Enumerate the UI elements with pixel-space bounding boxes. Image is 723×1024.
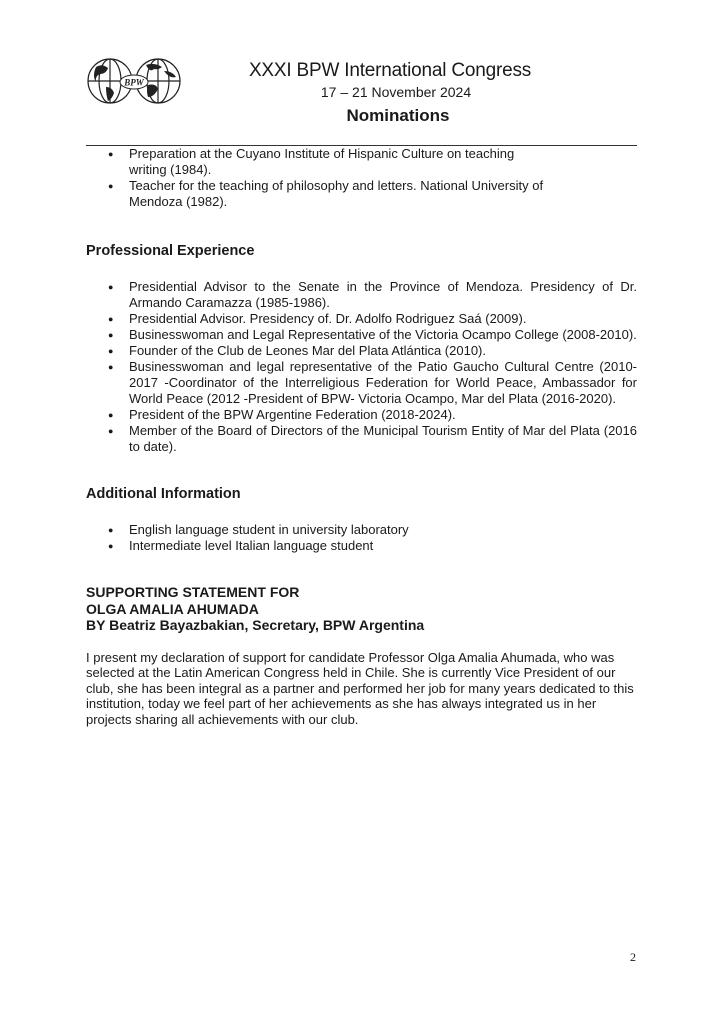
supporting-statement-heading xyxy=(86,584,637,634)
logo-text: BPW xyxy=(124,77,144,88)
list-item: ● English language student in university laboratory xyxy=(86,522,637,538)
list-item: ● Presidential Advisor to the Senate in the Province of Mendoza. Presidency of Dr. Armando Caramazza (1985-1986). xyxy=(86,279,637,311)
bpw-globe-logo xyxy=(86,55,182,107)
list-item: ● President of the BPW Argentine Federation (2018-2024). xyxy=(86,407,637,423)
list-item: ● Preparation at the Cuyano Institute of Hispanic Culture on teaching writing (1984). xyxy=(86,146,637,178)
page-number: 2 xyxy=(630,950,636,964)
additional-information-heading: Additional Information xyxy=(86,486,241,502)
list-item: ● Presidential Advisor. Presidency of. Dr. Adolfo Rodriguez Saá (2009). xyxy=(86,311,637,327)
page-subtitle: Nominations xyxy=(346,106,450,125)
education-list xyxy=(86,146,637,210)
professional-experience-heading: Professional Experience xyxy=(86,243,255,259)
document-body xyxy=(86,146,637,740)
list-item: ● Intermediate level Italian language student xyxy=(86,538,637,554)
professional-experience-list xyxy=(86,279,637,455)
congress-dates: 17 – 21 November 2024 xyxy=(320,84,472,100)
supporting-statement-paragraph: I present my declaration of support for candidate Professor Olga Amalia Ahumada, who was selected at the Latin American Congress held in Chile. She is currently Vice President of our club, she has been integral as a partner and performed her job for many years dedicated to this institution, today we feel part of her achievements as she has always integrated us in her projects sharing all achievements with our club. xyxy=(86,649,634,727)
congress-title: XXXI BPW International Congress xyxy=(248,60,532,81)
list-item: ● Businesswoman and legal representative of the Patio Gaucho Cultural Centre (2010-2017 -Coordinator of the Interreligious Federation for World Peace, Ambassador for World Peace (2012 -President of BPW- Victoria Ocampo, Mar del Plata (2016-2020). xyxy=(86,359,637,407)
list-item: ● Businesswoman and Legal Representative of the Victoria Ocampo College (2008-2010). xyxy=(86,327,637,343)
statement-line-3: BY Beatriz Bayazbakian, Secretary, BPW Argentina xyxy=(86,617,425,633)
statement-line-2: OLGA AMALIA AHUMADA xyxy=(86,600,259,617)
list-item: ● Founder of the Club de Leones Mar del Plata Atlántica (2010). xyxy=(86,343,637,359)
list-item: ● Member of the Board of Directors of the Municipal Tourism Entity of Mar del Plata (2016 to date). xyxy=(86,423,637,455)
statement-line-1: SUPPORTING STATEMENT FOR xyxy=(86,584,300,600)
additional-information-list xyxy=(86,522,637,554)
list-item: ● Teacher for the teaching of philosophy and letters. National University of Mendoza (1982). xyxy=(86,178,637,210)
